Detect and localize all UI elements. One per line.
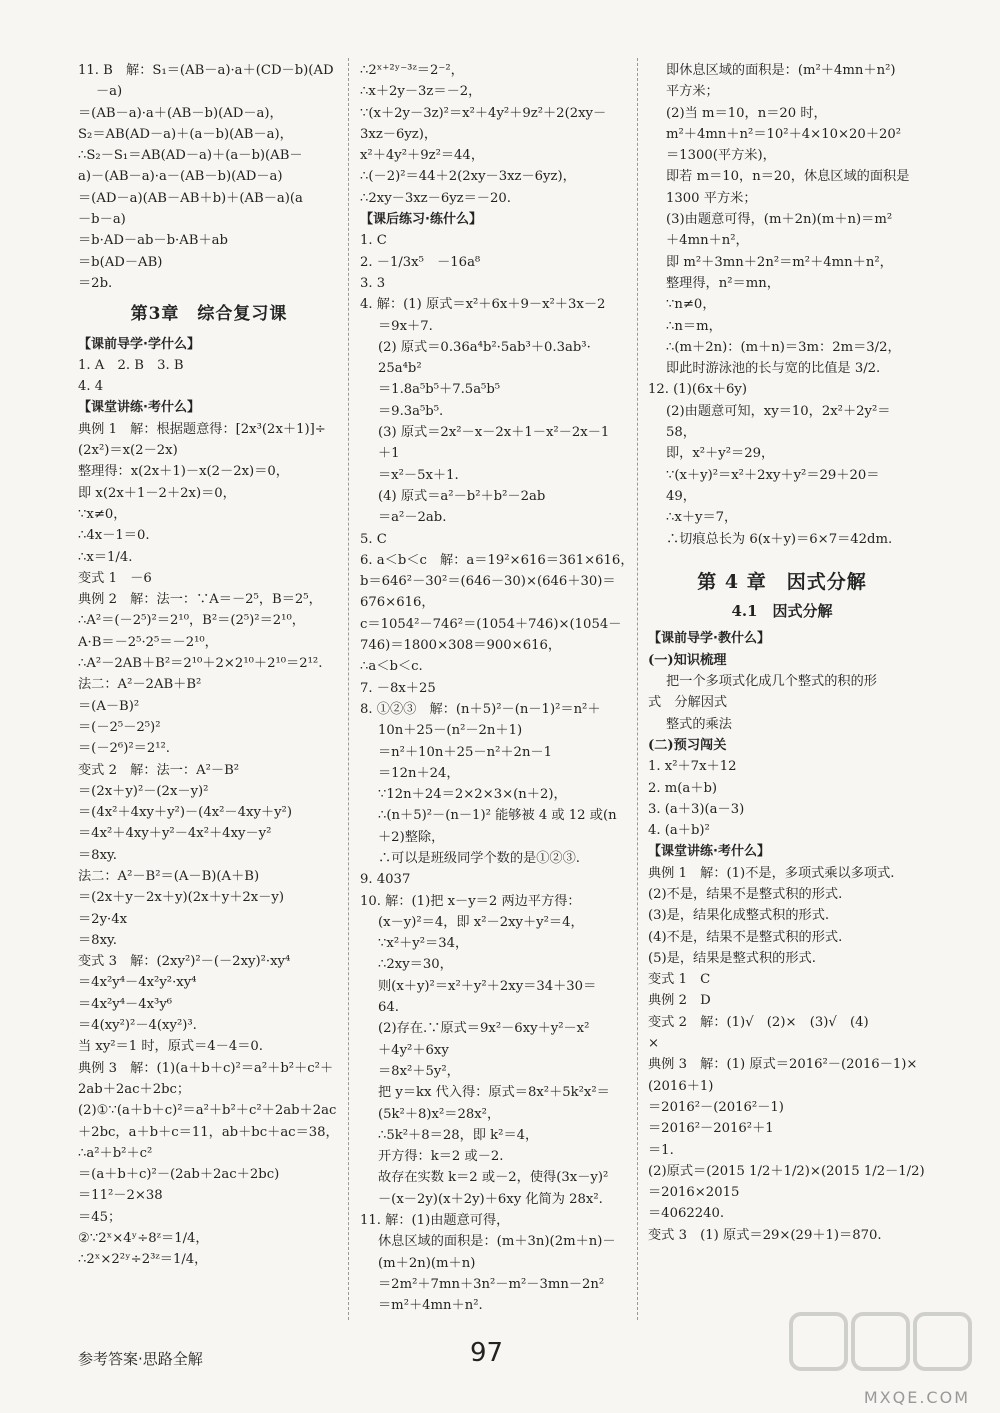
answer-line: (3)是，结果化成整式积的形式. <box>648 908 830 924</box>
answer-line: 变式 1 C <box>648 972 711 988</box>
answer-line: 25a⁴b² <box>378 361 422 377</box>
answer-line: 变式 1 －6 <box>78 570 152 586</box>
answer-line: m²＋4mn＋n²＝10²＋4×10×20＋20² <box>666 126 902 142</box>
answer-line: 变式 3 (1) 原式＝29×(29＋1)＝870. <box>648 1227 882 1243</box>
answer-line: ∴a＜b＜c. <box>360 659 423 675</box>
answer-line: (2)不是，结果不是整式积的形式. <box>648 886 843 902</box>
answer-line: ∴4x－1＝0. <box>78 528 150 544</box>
answer-line: ＝n²＋10n＋25－n²＋2n－1 <box>378 744 553 760</box>
footer-label: 参考答案·思路全解 <box>78 1350 203 1368</box>
answer-line: ＝1300(平方米)， <box>666 148 776 164</box>
answer-line: 1. x²＋7x＋12 <box>648 759 737 775</box>
answer-line: (3) 原式＝2x²－x－2x＋1－x²－2x－1 <box>378 425 610 441</box>
answer-line: 6. a＜b＜c 解：a＝19²×616＝361×616， <box>360 552 634 568</box>
answer-line: 2. －1/3x⁵ －16a⁸ <box>360 254 481 270</box>
answer-line: 10n＋25－(n²－2n＋1) <box>378 723 523 739</box>
answer-line: (2)①∵(a＋b＋c)²＝a²＋b²＋c²＋2ab＋2ac <box>78 1103 337 1119</box>
answer-line: (2016＋1) <box>648 1078 714 1094</box>
answer-line: ∴A²－2AB＋B²＝2¹⁰＋2×2¹⁰＋2¹⁰＝2¹². <box>78 656 323 672</box>
answer-line: ∴x＋y＝7， <box>666 510 738 526</box>
answer-line: －b－a) <box>78 212 126 228</box>
answer-line: ＝(－2⁵－2⁵)² <box>78 719 161 735</box>
answer-line: ＝8xy. <box>78 932 117 948</box>
answer-line: 法二：A²－B²＝(A－B)(A＋B) <box>78 868 260 884</box>
answer-line: ＝4x²y⁴－4x³y⁶ <box>78 996 173 1012</box>
answer-line: (4)不是，结果不是整式积的形式. <box>648 929 843 945</box>
column-divider-1 <box>348 58 349 1320</box>
answer-line: (2) 原式＝0.36a⁴b²·5ab³＋0.3ab³· <box>378 339 591 355</box>
answer-line: A·B＝－2⁵·2⁵＝－2¹⁰， <box>78 634 218 650</box>
answer-line: ∵(x＋y)²＝x²＋2xy＋y²＝29＋20＝ <box>666 467 880 483</box>
answer-line: 9. 4037 <box>360 872 411 888</box>
answer-line: 3. (a＋3)(a－3) <box>648 801 745 817</box>
answer-line: 即休息区域的面积是：(m²＋4mn＋n²) <box>666 63 896 78</box>
answer-line: ＋1 <box>378 446 400 462</box>
answer-line: 676×616， <box>360 595 435 611</box>
answer-line: (二)预习闯关 <box>648 737 727 753</box>
answer-line: 变式 2 解：(1)√ (2)× (3)√ (4) <box>648 1014 869 1030</box>
answer-line: ＝2y·4x <box>78 911 128 927</box>
answer-line: 746)＝1800×308＝900×616， <box>360 638 562 654</box>
answer-line: ＝8x²＋5y²， <box>378 1063 460 1079</box>
answer-line: a)－(AB－a)·a－(AB－b)(AD－a) <box>78 169 283 185</box>
answer-line: ＝2m²＋7mn＋3n²－m²－3mn－2n² <box>378 1276 605 1292</box>
answer-line: 故存在实数 k＝2 或－2，使得(3x－y)² <box>378 1170 609 1186</box>
answer-line: ∵x≠0， <box>78 506 127 522</box>
answer-line: 1. C <box>360 233 387 249</box>
answer-line: ＝(2x＋y)²－(2x－y)² <box>78 783 209 799</box>
answer-line: ∴x＝1/4. <box>78 549 133 565</box>
answer-line: ＝(－2⁶)²＝2¹². <box>78 741 170 757</box>
chapter-heading: 4.1 因式分解 <box>731 602 833 621</box>
answer-line: ∴切痕总长为 6(x＋y)＝6×7＝42dm. <box>666 531 893 547</box>
answer-line: ∵(x＋2y－3z)²＝x²＋4y²＋9z²＋2(2xy－ <box>360 105 607 121</box>
answer-line: ＝45； <box>78 1209 122 1225</box>
answer-line: ∴(m＋2n)：(m＋n)＝3m：2m＝3/2， <box>666 339 901 355</box>
answer-line: 11. 解：(1)由题意可得， <box>360 1213 510 1229</box>
answer-column-1 <box>78 60 340 1271</box>
answer-line: (5)是，结果是整式积的形式. <box>648 950 816 966</box>
answer-line: x²＋4y²＋9z²＝44， <box>360 148 485 164</box>
answer-line: ＋2bc，a＋b＋c＝11，ab＋bc＋ac＝38， <box>78 1124 339 1140</box>
answer-line: ∴2ˣ×2²ʸ÷2³ᶻ＝1/4， <box>78 1252 208 1268</box>
answer-line: ＝4x²＋4xy＋y²－4x²＋4xy－y² <box>78 826 272 842</box>
answer-line: ＝2016²－2016²＋1 <box>648 1121 774 1137</box>
answer-line: ＝b(AD－AB) <box>78 254 163 270</box>
answer-line: ∴2xy＝30， <box>378 957 453 973</box>
answer-line: 1. A 2. B 3. B <box>78 357 184 373</box>
answer-line: 10. 解：(1)把 x－y＝2 两边平方得： <box>360 893 581 909</box>
answer-line: ∴(n＋5)²－(n－1)² 能够被 4 或 12 或(n <box>378 808 617 824</box>
answer-line: ＝8xy. <box>78 847 117 863</box>
answer-line: 即 m²＋3mn＋2n²＝m²＋4mn＋n²， <box>666 254 893 270</box>
answer-line: (m＋2n)(m＋n) <box>378 1255 476 1271</box>
answer-line: ∴A²＝(－2⁵)²＝2¹⁰，B²＝(2⁵)²＝2¹⁰， <box>78 613 305 629</box>
answer-line: 典例 2 解：法一：∵A＝－2⁵，B＝2⁵， <box>78 592 322 608</box>
answer-line: ∴a²＋b²＋c² <box>78 1145 153 1161</box>
answer-line: ＝4062240. <box>648 1206 725 1222</box>
answer-line: ＝(AB－a)·a＋(AB－b)(AD－a)， <box>78 105 283 121</box>
answer-line: ＝12n＋24， <box>378 765 460 781</box>
answer-line: 式 分解因式 <box>648 695 728 711</box>
answer-line: ∴2ˣ⁺²ʸ⁻³ᶻ＝2⁻²， <box>360 63 464 78</box>
answer-line: ＝m²＋4mn＋n². <box>378 1298 483 1314</box>
answer-line: 即，x²＋y²＝29， <box>666 446 775 462</box>
answer-line: 64. <box>378 1000 399 1016</box>
answer-line: (2)存在.∵原式＝9x²－6xy＋y²－x² <box>378 1021 590 1037</box>
answer-line: 整理得：x(2x＋1)－x(2－2x)＝0， <box>78 464 289 480</box>
answer-line: 2ab＋2ac＋2bc； <box>78 1081 191 1097</box>
answer-line: 4. 解：(1) 原式＝x²＋6x＋9－x²＋3x－2 <box>360 297 606 313</box>
answer-line: 即若 m＝10，n＝20，休息区域的面积是 <box>666 169 910 185</box>
answer-line: (2x²)＝x(2－2x) <box>78 443 178 459</box>
answer-line: ∴x＋2y－3z＝－2， <box>360 84 482 100</box>
answer-line: ＝4x²y⁴－4x²y²·xy⁴ <box>78 975 197 991</box>
answer-line: ∴5k²＋8＝28，即 k²＝4， <box>378 1127 539 1143</box>
answer-line: 典例 3 解：(1) 原式＝2016²－(2016－1)× <box>648 1057 918 1073</box>
answer-line: S₂＝AB(AD－a)＋(a－b)(AB－a)， <box>78 126 293 142</box>
section-heading: 【课前导学·学什么】 <box>78 336 200 352</box>
answer-line: ∴(－2)²＝44＋2(2xy－3xz－6yz)， <box>360 169 576 185</box>
answer-line: ＝x²－5x＋1. <box>378 467 459 483</box>
answer-line: 则(x＋y)²＝x²＋y²＋2xy＝34＋30＝ <box>378 978 597 994</box>
answer-line: －a) <box>96 84 123 100</box>
answer-line: 4. 4 <box>78 379 104 395</box>
answer-line: ＝(a＋b＋c)²－(2ab＋2ac＋2bc) <box>78 1167 280 1183</box>
answer-line: ＝9.3a⁵b⁵. <box>378 403 444 419</box>
answer-line: (4) 原式＝a²－b²＋b²－2ab <box>378 488 546 504</box>
answer-line: ＝(A－B)² <box>78 698 140 714</box>
answer-line: c＝1054²－746²＝(1054＋746)×(1054－ <box>360 616 622 632</box>
answer-line: 58， <box>666 425 696 441</box>
answer-line: 典例 1 解：根据题意得：[2x³(2x＋1)]÷ <box>78 421 326 437</box>
answer-line: 典例 1 解：(1)不是，多项式乘以多项式. <box>648 865 895 881</box>
answer-line: ＝b·AD－ab－b·AB＋ab <box>78 233 228 249</box>
chapter-heading: 第 4 章 因式分解 <box>697 570 867 593</box>
answer-line: ＝a²－2ab. <box>378 510 447 526</box>
answer-line: 变式 2 解：法一：A²－B² <box>78 762 240 778</box>
answer-line: ∴可以是班级同学个数的是①②③. <box>378 850 581 866</box>
section-heading: 【课前导学·教什么】 <box>648 631 770 647</box>
answer-line: ＝1. <box>648 1142 674 1158</box>
answer-line: 5. C <box>360 531 387 547</box>
answer-line: ＝(2x＋y－2x＋y)(2x＋y＋2x－y) <box>78 890 285 906</box>
answer-line: ②∵2ˣ×4ʸ÷8ᶻ＝1/4， <box>78 1231 209 1247</box>
answer-line: ∵x²＋y²＝34， <box>378 936 469 952</box>
answer-line: (2)当 m＝10，n＝20 时， <box>666 105 827 121</box>
answer-line: 7. －8x＋25 <box>360 680 436 696</box>
answer-line: ＋4y²＋6xy <box>378 1042 449 1058</box>
answer-line: 2. m(a＋b) <box>648 780 718 796</box>
answer-line: ∵n≠0， <box>666 297 716 313</box>
answer-line: 把一个多项式化成几个整式的积的形 <box>666 674 877 690</box>
answer-line: 典例 3 解：(1)(a＋b＋c)²＝a²＋b²＋c²＋ <box>78 1060 334 1076</box>
answer-line: × <box>648 1036 660 1052</box>
answer-line: (2)原式＝(2015 1/2＋1/2)×(2015 1/2－1/2) <box>648 1163 925 1179</box>
answer-line: 3xz－6yz)， <box>360 126 438 142</box>
answer-line: 变式 3 解：(2xy²)²－(－2xy)²·xy⁴ <box>78 954 291 970</box>
answer-line: ＝2016²－(2016²－1) <box>648 1099 784 1115</box>
answer-line: 休息区域的面积是：(m＋3n)(2m＋n)－ <box>378 1234 616 1250</box>
answer-column-2 <box>360 60 634 1317</box>
answer-line: (3)由题意可得，(m＋2n)(m＋n)＝m² <box>666 212 893 228</box>
answer-line: －(x－2y)(x＋2y)＋6xy 化简为 28x². <box>378 1191 603 1207</box>
chapter-heading: 第3章 综合复习课 <box>130 304 288 325</box>
answer-line: 4. (a＋b)² <box>648 823 710 839</box>
section-heading: 【课堂讲练·考什么】 <box>78 400 200 416</box>
answer-line: 1300 平方米； <box>666 190 757 206</box>
answer-line: 法二：A²－2AB＋B² <box>78 677 202 693</box>
answer-line: 当 xy²＝1 时，原式＝4－4＝0. <box>78 1039 263 1055</box>
answer-line: ＋4mn＋n²， <box>666 233 749 249</box>
answer-line: ＝9x＋7. <box>378 318 433 334</box>
answer-line: 整式的乘法 <box>666 716 732 732</box>
answer-line: ＝2b. <box>78 275 113 291</box>
watermark-text: MXQE.COM <box>863 1388 970 1407</box>
answer-line: (2)由题意可知，xy＝10，2x²＋2y²＝ <box>666 403 891 419</box>
page-number: 97 <box>470 1338 504 1368</box>
answer-line: 11. B 解：S₁＝(AB－a)·a＋(CD－b)(AD <box>78 63 334 78</box>
answer-line: 49， <box>666 488 696 504</box>
answer-line: (5k²＋8)x²＝28x²， <box>378 1106 501 1122</box>
answer-line: 12. (1)(6x＋6y) <box>648 382 747 398</box>
answer-line: ＝2016×2015 <box>648 1185 740 1201</box>
answer-line: 典例 2 D <box>648 993 711 1009</box>
answer-column-3 <box>648 60 925 1246</box>
answer-line: 3. 3 <box>360 275 386 291</box>
answer-line: ∴n＝m， <box>666 318 722 334</box>
answer-line: 即 x(2x＋1－2＋2x)＝0， <box>78 485 236 501</box>
answer-line: 把 y＝kx 代入得：原式＝8x²＋5k²x²＝ <box>378 1085 610 1101</box>
answer-line: 平方米； <box>666 84 719 100</box>
answer-line: (x－y)²＝4，即 x²－2xy＋y²＝4， <box>378 914 584 930</box>
answer-line: 开方得：k＝2 或－2. <box>378 1149 504 1165</box>
answer-line: ∴2xy－3xz－6yz＝－20. <box>360 190 511 206</box>
answer-line: ＝4(xy²)²－4(xy²)³. <box>78 1018 197 1034</box>
answer-line: 整理得，n²＝mn， <box>666 275 780 291</box>
answer-line: 8. ①②③ 解：(n＋5)²－(n－1)²＝n²＋ <box>360 701 601 717</box>
answer-line: ＝(4x²＋4xy＋y²)－(4x²－4xy＋y²) <box>78 805 292 821</box>
answer-line: ＝11²－2×38 <box>78 1188 163 1204</box>
answer-line: (一)知识梳理 <box>648 652 727 668</box>
section-heading: 【课堂讲练·考什么】 <box>648 844 770 860</box>
answer-line: 即此时游泳池的长与宽的比值是 3/2. <box>666 361 881 377</box>
answer-line: ＝(AD－a)(AB－AB＋b)＋(AB－a)(a <box>78 190 303 206</box>
answer-line: ∴S₂－S₁＝AB(AD－a)＋(a－b)(AB－ <box>78 148 303 164</box>
column-divider-2 <box>637 58 638 1320</box>
answer-line: ∵12n＋24＝2×2×3×(n＋2)， <box>378 787 567 803</box>
answer-line: ＋2)整除， <box>378 829 445 845</box>
answer-line: ＝1.8a⁵b⁵＋7.5a⁵b⁵ <box>378 382 501 398</box>
section-heading: 【课后练习·练什么】 <box>360 212 482 228</box>
answer-line: b＝646²－30²＝(646－30)×(646＋30)＝ <box>360 574 616 590</box>
